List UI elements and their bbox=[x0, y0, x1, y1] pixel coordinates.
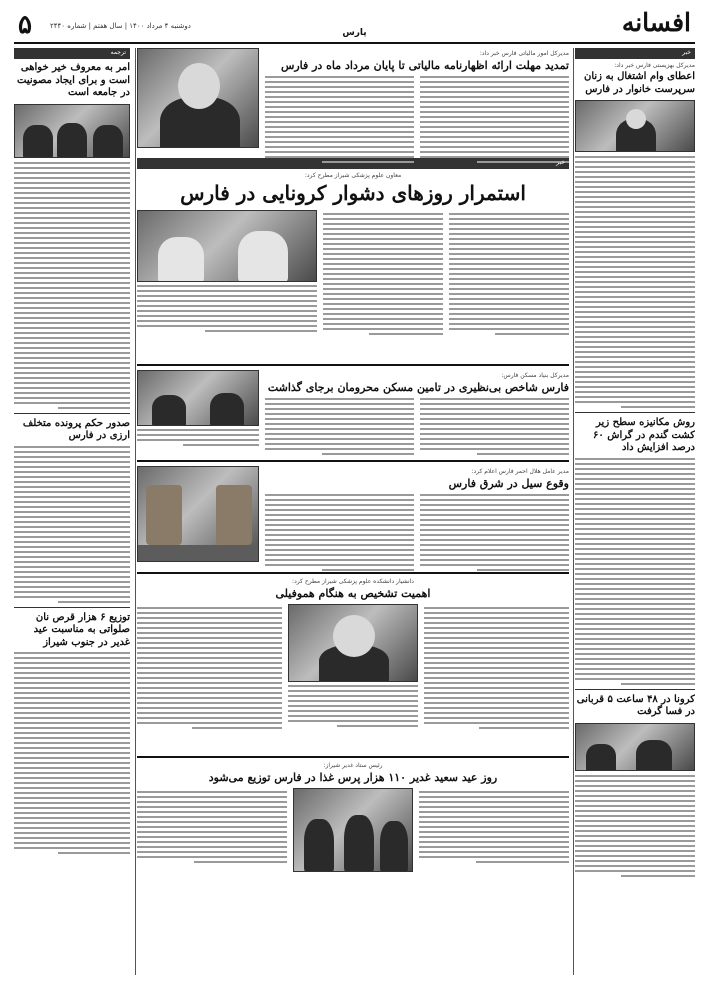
flood-story bbox=[137, 466, 569, 568]
article-headline[interactable]: وقوع سیل در شرق فارس bbox=[448, 477, 569, 490]
article-photo bbox=[575, 723, 695, 771]
top-story bbox=[137, 48, 569, 158]
ghadir-story bbox=[137, 788, 569, 878]
right-column bbox=[575, 48, 695, 975]
middle-column bbox=[137, 48, 569, 975]
divider bbox=[137, 364, 569, 366]
column-divider bbox=[135, 48, 136, 975]
article-photo bbox=[137, 48, 259, 148]
article-headline[interactable]: تمدید مهلت ارائه اظهارنامه مالیاتی تا پایان مرداد ماه در فارس bbox=[280, 59, 569, 72]
article-body bbox=[14, 652, 130, 854]
article-kicker: رئیس ستاد غدیر شیراز: bbox=[323, 761, 383, 769]
article-headline[interactable]: فارس شاخص بی‌نظیری در تامین مسکن محرومان برجای گذاشت bbox=[267, 381, 569, 394]
main-headline[interactable]: استمرار روزهای دشوار کرونایی در فارس bbox=[180, 181, 526, 205]
article-body bbox=[575, 775, 695, 877]
article-photo bbox=[293, 788, 413, 872]
article-headline[interactable]: روز عید سعید غدیر ۱۱۰ هزار پرس غذا در فارس توزیع می‌شود bbox=[208, 770, 498, 784]
newspaper-logo: افسانه bbox=[621, 8, 691, 37]
article-photo bbox=[575, 100, 695, 152]
article-headline[interactable]: اعطای وام اشتغال به زنان سرپرست خانوار در فارس bbox=[583, 71, 695, 95]
article-headline[interactable]: روش مکانیزه سطح زیر کشت گندم در گراش ۶۰ درصد افزایش داد bbox=[593, 417, 695, 453]
article-headline[interactable]: صدور حکم پرونده متخلف ارزی در فارس bbox=[22, 417, 130, 441]
housing-story bbox=[137, 370, 569, 456]
section-tag: خبر bbox=[137, 158, 569, 169]
article-body bbox=[575, 156, 695, 408]
section-title: پارس bbox=[342, 28, 367, 38]
divider bbox=[575, 412, 695, 413]
article-body bbox=[14, 162, 130, 409]
article-headline[interactable]: کرونا در ۴۸ ساعت ۵ قربانی در فسا گرفت bbox=[576, 693, 695, 717]
page-header bbox=[14, 8, 695, 44]
article-headline[interactable]: اهمیت تشخیص به هنگام هموفیلی bbox=[275, 587, 431, 600]
article-photo bbox=[137, 466, 259, 562]
date-line: دوشنبه ۴ مرداد ۱۴۰۰ | سال هفتم | شماره ۲۴۴۰ bbox=[50, 22, 191, 30]
section-tag: ترجمه bbox=[14, 48, 130, 59]
article-headline[interactable]: توزیع ۶ هزار قرص نان صلواتی به مناسبت عید غدیر در جنوب شیراز bbox=[33, 611, 130, 648]
divider bbox=[137, 460, 569, 462]
article-body bbox=[575, 458, 695, 685]
page-number: ۵ bbox=[18, 10, 32, 40]
article-photo bbox=[137, 210, 317, 282]
article-kicker: مدیر عامل هلال احمر فارس اعلام کرد: bbox=[471, 468, 569, 475]
article-headline[interactable]: امر به معروف خیر خواهی است و برای ایجاد مصونیت در جامعه است bbox=[17, 62, 130, 98]
divider bbox=[14, 607, 130, 608]
divider bbox=[137, 756, 569, 758]
article-kicker: معاون علوم پزشکی شیراز مطرح کرد: bbox=[304, 172, 402, 179]
column-divider bbox=[573, 48, 574, 975]
section-tag: خبر bbox=[575, 48, 695, 59]
article-kicker: مدیرکل بهزیستی فارس خبر داد: bbox=[614, 62, 695, 69]
article-photo bbox=[288, 604, 418, 682]
left-column bbox=[14, 48, 130, 975]
article-kicker: مدیرکل امور مالیاتی فارس خبر داد: bbox=[479, 50, 569, 57]
article-body bbox=[14, 446, 130, 603]
article-photo bbox=[137, 370, 259, 426]
divider bbox=[14, 413, 130, 414]
divider bbox=[575, 689, 695, 690]
article-kicker: دانشیار دانشکده علوم پزشکی شیراز مطرح کرد: bbox=[292, 578, 414, 585]
article-kicker: مدیرکل بنیاد مسکن فارس: bbox=[501, 372, 569, 379]
hemophilia-story bbox=[137, 604, 569, 752]
article-photo bbox=[14, 104, 130, 158]
main-story-body bbox=[137, 210, 569, 360]
